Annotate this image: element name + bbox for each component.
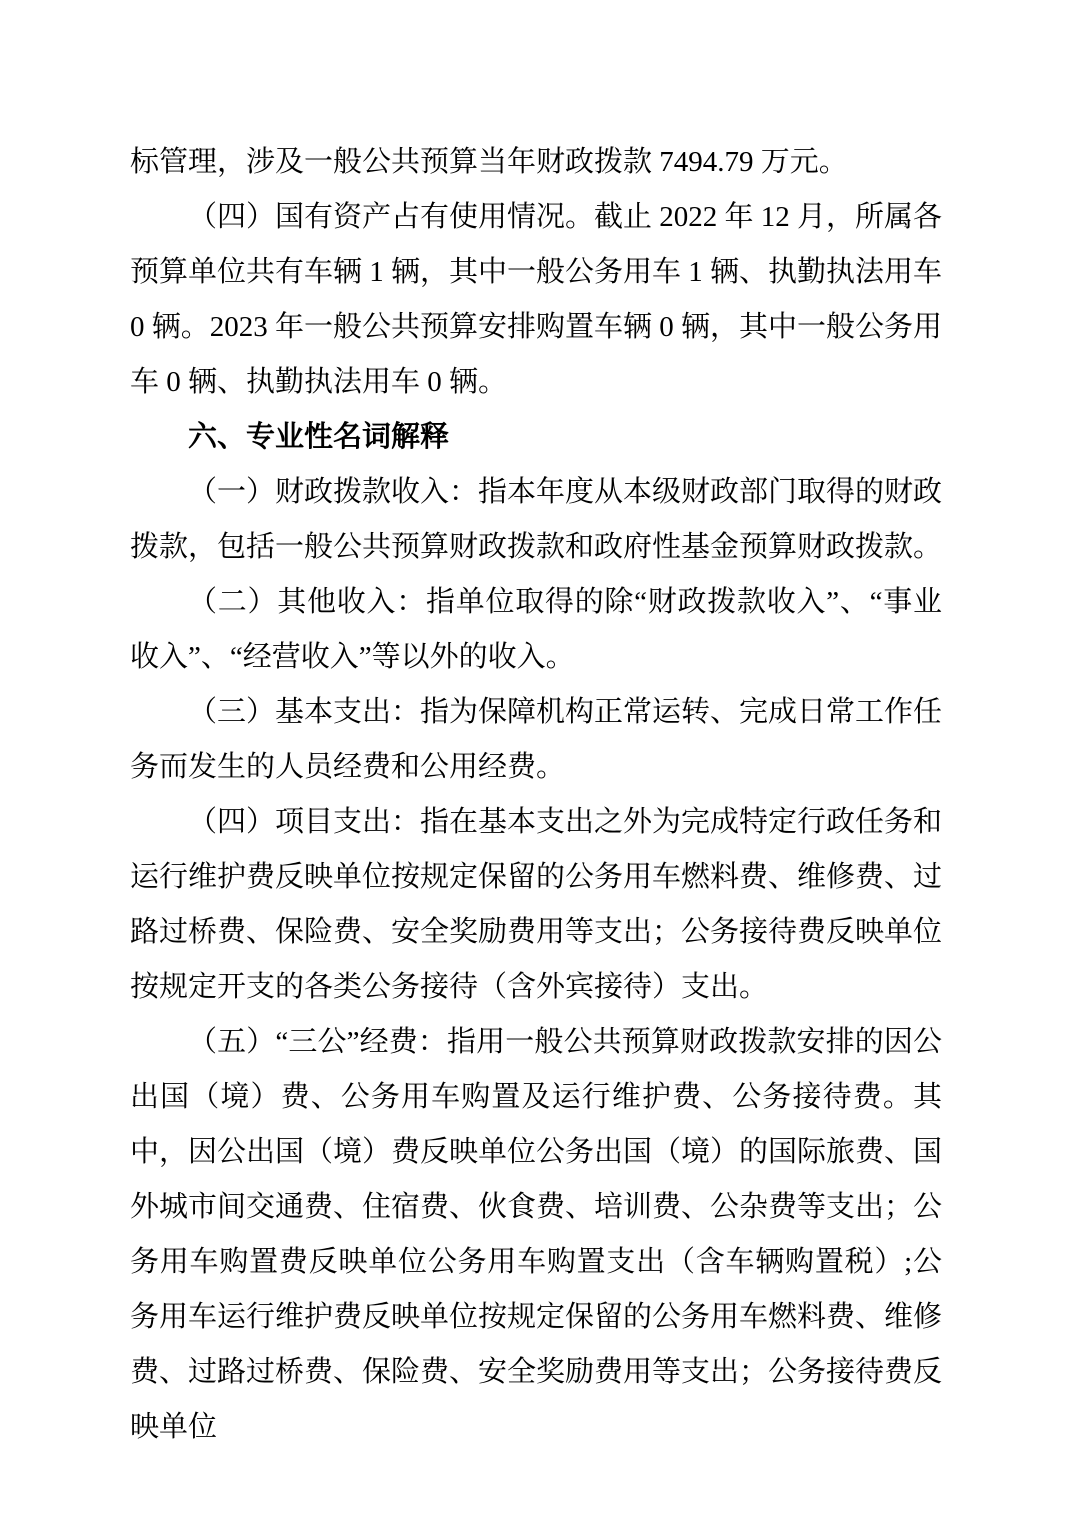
paragraph-term-other-income: （二）其他收入：指单位取得的除“财政拨款收入”、“事业收入”、“经营收入”等以外的收入。 <box>130 586 942 673</box>
paragraph-continuation-budget-management: 标管理，涉及一般公共预算当年财政拨款 7494.79 万元。 <box>130 146 848 178</box>
paragraph-state-assets-usage: （四）国有资产占有使用情况。截止 2022 年 12 月，所属各预算单位共有车辆 1 辆，其中一般公务用车 1 辆、执勤执法用车 0 辆。2023 年一般公共预算安排购置车辆 0 辆，其中一般公务用车 0 辆、执勤执法用车 0 辆。 <box>130 201 943 398</box>
section-heading-terminology: 六、专业性名词解释 <box>188 421 450 453</box>
paragraph-term-fiscal-appropriation-income: （一）财政拨款收入：指本年度从本级财政部门取得的财政拨款，包括一般公共预算财政拨款和政府性基金预算财政拨款。 <box>130 476 943 563</box>
paragraph-term-project-expenditure: （四）项目支出：指在基本支出之外为完成特定行政任务和运行维护费反映单位按规定保留的公务用车燃料费、维修费、过路过桥费、保险费、安全奖励费用等支出；公务接待费反映单位按规定开支的各类公务接待（含外宾接待）支出。 <box>130 806 943 1003</box>
paragraph-term-basic-expenditure: （三）基本支出：指为保障机构正常运转、完成日常工作任务而发生的人员经费和公用经费。 <box>130 696 943 783</box>
paragraph-term-three-public-funds: （五）“三公”经费：指用一般公共预算财政拨款安排的因公出国（境）费、公务用车购置及运行维护费、公务接待费。其中，因公出国（境）费反映单位公务出国（境）的国际旅费、国外城市间交通费、住宿费、伙食费、培训费、公杂费等支出；公务用车购置费反映单位公务用车购置支出（含车辆购置税）;公务用车运行维护费反映单位按规定保留的公务用车燃料费、维修费、过路过桥费、保险费、安全奖励费用等支出；公务接待费反映单位 <box>130 1026 943 1443</box>
document-text-block <box>130 135 942 1455</box>
